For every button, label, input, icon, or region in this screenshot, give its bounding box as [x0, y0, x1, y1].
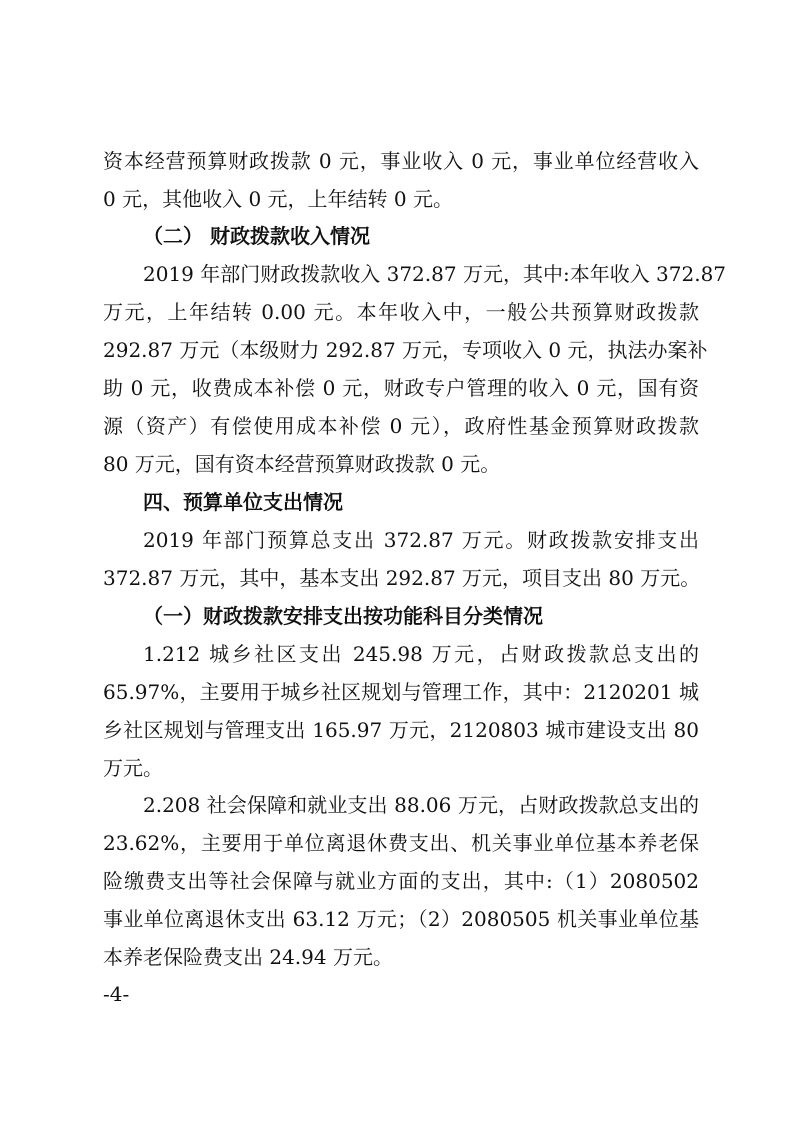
body-text-line: 2.208 社会保障和就业支出 88.06 万元，占财政拨款总支出的 — [143, 793, 699, 817]
body-text-line: 险缴费支出等社会保障与就业方面的支出，其中:（1）2080502 — [103, 869, 699, 893]
body-text-line: 万元。 — [103, 756, 163, 780]
body-text-line: 本养老保险费支出 24.94 万元。 — [103, 945, 393, 969]
body-text-line: 292.87 万元（本级财力 292.87 万元，专项收入 0 元，执法办案补 — [103, 338, 708, 362]
body-text-line: 万元，上年结转 0.00 元。本年收入中，一般公共预算财政拨款 — [103, 300, 699, 324]
body-text-line: 65.97%，主要用于城乡社区规划与管理工作，其中：2120201 城 — [103, 680, 699, 704]
body-text-line: 资本经营预算财政拨款 0 元，事业收入 0 元，事业单位经营收入 — [103, 149, 699, 173]
body-text-line: 80 万元，国有资本经营预算财政拨款 0 元。 — [103, 452, 501, 476]
body-text-line: 372.87 万元，其中，基本支出 292.87 万元，项目支出 80 万元。 — [103, 566, 701, 590]
subsection-heading: （一）财政拨款安排支出按功能科目分类情况 — [143, 604, 543, 628]
body-text-line: 2019 年部门财政拨款收入 372.87 万元，其中:本年收入 372.87 — [143, 262, 727, 286]
body-text-line: 源（资产）有偿使用成本补偿 0 元），政府性基金预算财政拨款 — [103, 414, 699, 438]
body-text-line: 乡社区规划与管理支出 165.97 万元，2120803 城市建设支出 80 — [103, 718, 699, 742]
body-text-line: 23.62%，主要用于单位离退休费支出、机关事业单位基本养老保 — [103, 831, 699, 855]
body-text-line: 事业单位离退休支出 63.12 万元；（2）2080505 机关事业单位基 — [103, 907, 699, 931]
body-text-line: 2019 年部门预算总支出 372.87 万元。财政拨款安排支出 — [143, 528, 699, 552]
section-heading: （二） 财政拨款收入情况 — [143, 224, 370, 248]
section-heading: 四、预算单位支出情况 — [143, 490, 343, 514]
page-number: -4- — [103, 982, 130, 1006]
body-text-line: 助 0 元，收费成本补偿 0 元，财政专户管理的收入 0 元，国有资 — [103, 376, 699, 400]
body-text-line: 1.212 城乡社区支出 245.98 万元，占财政拨款总支出的 — [143, 642, 699, 666]
body-text-line: 0 元，其他收入 0 元，上年结转 0 元。 — [103, 187, 453, 211]
